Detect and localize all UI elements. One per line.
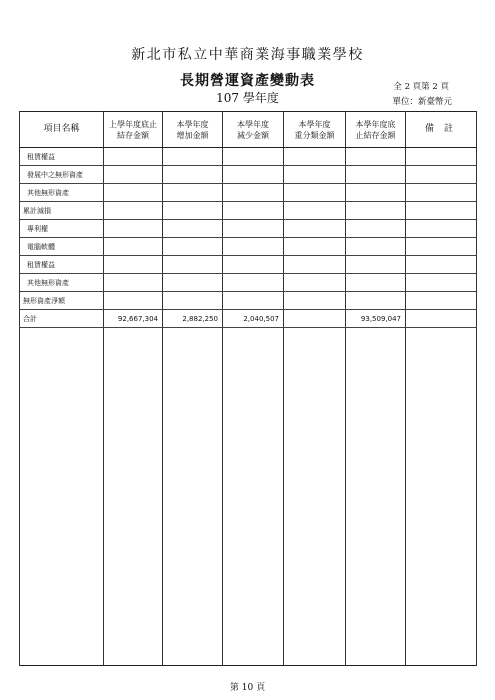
cell-label: 電腦軟體 xyxy=(20,238,104,256)
cell-label: 發展中之無形資產 xyxy=(20,166,104,184)
cell-label: 租賃權益 xyxy=(20,148,104,166)
blank-cell xyxy=(346,328,406,666)
cell-note xyxy=(406,184,477,202)
blank-cell xyxy=(406,328,477,666)
header-reclass: 本學年度 重分類金額 xyxy=(284,112,346,148)
cell-prev xyxy=(104,292,163,310)
page-number: 第 10 頁 xyxy=(229,683,266,693)
cell-dec: 2,040,507 xyxy=(223,310,284,328)
table-row xyxy=(20,310,477,328)
cell-dec xyxy=(223,292,284,310)
cell-reclass xyxy=(284,292,346,310)
table-row xyxy=(20,274,477,292)
cell-label: 合計 xyxy=(20,310,104,328)
table-row xyxy=(20,202,477,220)
header-end-balance: 本學年度底 止結存金額 xyxy=(346,112,406,148)
cell-reclass xyxy=(284,220,346,238)
cell-end xyxy=(346,148,406,166)
cell-end xyxy=(346,220,406,238)
cell-inc xyxy=(163,292,223,310)
cell-inc xyxy=(163,184,223,202)
blank-cell xyxy=(104,328,163,666)
blank-cell xyxy=(223,328,284,666)
cell-reclass xyxy=(284,148,346,166)
header-prev-balance: 上學年度底止 結存金額 xyxy=(104,112,163,148)
blank-cell xyxy=(163,328,223,666)
table-row xyxy=(20,256,477,274)
cell-dec xyxy=(223,184,284,202)
cell-prev xyxy=(104,202,163,220)
academic-year: 107 學年度 xyxy=(216,91,279,105)
cell-end xyxy=(346,274,406,292)
cell-inc: 2,882,250 xyxy=(163,310,223,328)
table-row xyxy=(20,292,477,310)
blank-cell xyxy=(284,328,346,666)
cell-label: 專利權 xyxy=(20,220,104,238)
blank-filler-row xyxy=(20,328,477,666)
table-row xyxy=(20,148,477,166)
cell-reclass xyxy=(284,256,346,274)
cell-dec xyxy=(223,274,284,292)
currency-unit: 單位：新臺幣元 xyxy=(392,97,452,107)
table-header-row xyxy=(20,112,477,148)
table-row xyxy=(20,184,477,202)
table-row xyxy=(20,238,477,256)
cell-note xyxy=(406,148,477,166)
cell-end xyxy=(346,256,406,274)
cell-note xyxy=(406,238,477,256)
table-row xyxy=(20,166,477,184)
cell-end xyxy=(346,292,406,310)
cell-reclass xyxy=(284,310,346,328)
blank-cell xyxy=(20,328,104,666)
cell-note xyxy=(406,274,477,292)
cell-reclass xyxy=(284,238,346,256)
cell-dec xyxy=(223,202,284,220)
table-row xyxy=(20,220,477,238)
header-decrease: 本學年度 減少金額 xyxy=(223,112,284,148)
header-item-name: 項目名稱 xyxy=(20,112,104,148)
school-name: 新北市私立中華商業海事職業學校 xyxy=(131,47,364,63)
asset-change-table xyxy=(19,111,477,666)
cell-label: 累計減損 xyxy=(20,202,104,220)
cell-end xyxy=(346,202,406,220)
cell-prev xyxy=(104,238,163,256)
cell-note xyxy=(406,202,477,220)
cell-note xyxy=(406,166,477,184)
cell-label: 無形資產淨額 xyxy=(20,292,104,310)
cell-prev xyxy=(104,148,163,166)
cell-inc xyxy=(163,148,223,166)
cell-dec xyxy=(223,148,284,166)
cell-reclass xyxy=(284,274,346,292)
cell-reclass xyxy=(284,202,346,220)
cell-prev: 92,667,304 xyxy=(104,310,163,328)
cell-inc xyxy=(163,238,223,256)
cell-note xyxy=(406,256,477,274)
cell-end xyxy=(346,166,406,184)
cell-prev xyxy=(104,274,163,292)
header-increase: 本學年度 增加金額 xyxy=(163,112,223,148)
cell-dec xyxy=(223,220,284,238)
cell-inc xyxy=(163,256,223,274)
cell-prev xyxy=(104,184,163,202)
cell-inc xyxy=(163,220,223,238)
cell-end: 93,509,047 xyxy=(346,310,406,328)
cell-prev xyxy=(104,256,163,274)
cell-dec xyxy=(223,256,284,274)
cell-label: 其他無形資產 xyxy=(20,274,104,292)
cell-note xyxy=(406,292,477,310)
cell-reclass xyxy=(284,166,346,184)
cell-label: 其他無形資產 xyxy=(20,184,104,202)
report-title: 長期營運資產變動表 xyxy=(180,73,315,89)
cell-dec xyxy=(223,166,284,184)
cell-reclass xyxy=(284,184,346,202)
cell-prev xyxy=(104,220,163,238)
cell-inc xyxy=(163,166,223,184)
cell-dec xyxy=(223,238,284,256)
cell-end xyxy=(346,238,406,256)
page-info: 全 2 頁第 2 頁 xyxy=(393,82,449,92)
cell-prev xyxy=(104,166,163,184)
header-note: 備註 xyxy=(406,112,477,148)
cell-inc xyxy=(163,274,223,292)
cell-note xyxy=(406,220,477,238)
cell-end xyxy=(346,184,406,202)
cell-inc xyxy=(163,202,223,220)
cell-label: 租賃權益 xyxy=(20,256,104,274)
cell-note xyxy=(406,310,477,328)
